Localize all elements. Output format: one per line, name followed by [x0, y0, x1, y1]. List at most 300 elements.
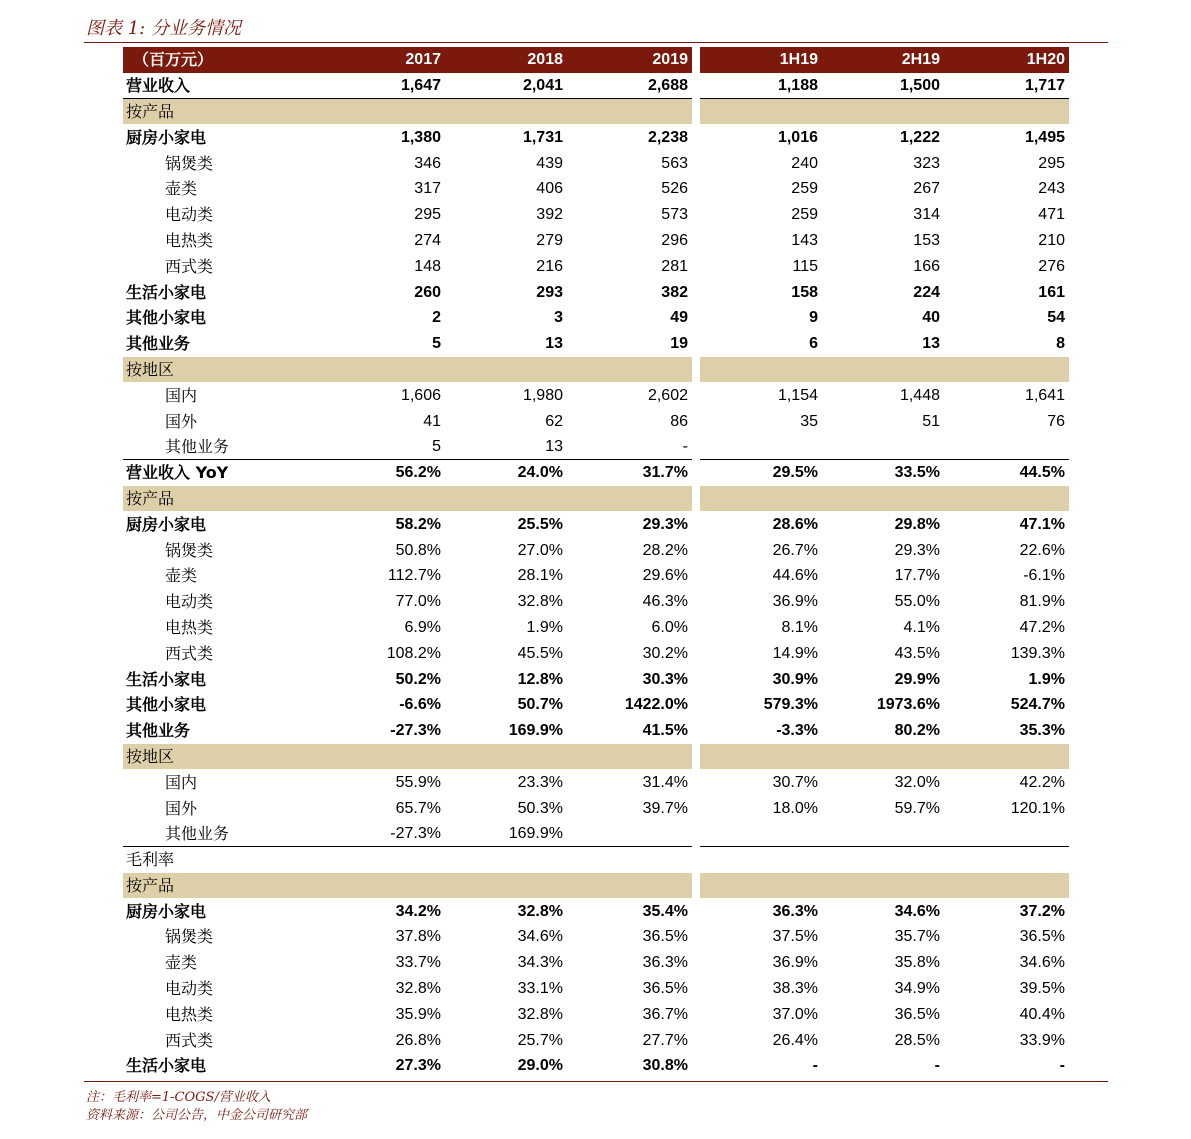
table-cell: 34.6% — [1019, 954, 1065, 972]
col-header-1h19: 1H19 — [700, 47, 822, 73]
table-cell — [567, 99, 692, 125]
table-cell: 240 — [791, 154, 818, 172]
column-gap — [692, 73, 700, 99]
column-gap — [692, 950, 700, 976]
table-cell — [567, 486, 692, 512]
table-cell: - — [1059, 1057, 1065, 1075]
table-row — [123, 821, 1069, 847]
row-label: 国内 — [165, 385, 198, 405]
table-cell: 6.9% — [404, 618, 441, 636]
table-cell: 276 — [1038, 257, 1065, 275]
table-cell — [822, 486, 944, 512]
table-row — [123, 924, 1069, 950]
table-cell — [944, 821, 1069, 847]
row-label: 国外 — [165, 798, 198, 818]
table-cell — [944, 99, 1069, 125]
table-cell: 35.4% — [642, 902, 688, 920]
column-gap — [692, 382, 700, 408]
table-cell: 579.3% — [763, 696, 818, 714]
table-cell — [323, 744, 445, 770]
table-cell: 51 — [922, 412, 940, 430]
footnote-gross-margin: 注：毛利率=1-COGS/营业收入 — [86, 1090, 271, 1105]
table-cell: 39.5% — [1019, 980, 1065, 998]
table-cell: 23.3% — [517, 773, 563, 791]
table-cell — [822, 99, 944, 125]
table-cell: 1,188 — [700, 73, 822, 99]
row-label: 电热类 — [165, 617, 214, 637]
table-cell: 259 — [791, 180, 818, 198]
row-label: 电动类 — [165, 979, 214, 999]
col-header-2h19: 2H19 — [822, 47, 944, 73]
row-label: 生活小家电 — [126, 282, 207, 302]
row-label: 按产品 — [123, 486, 323, 512]
column-gap — [692, 666, 700, 692]
table-cell: 32.8% — [395, 980, 441, 998]
table-cell: 19 — [670, 335, 688, 353]
table-cell: 65.7% — [395, 799, 441, 817]
table-cell: 346 — [414, 154, 441, 172]
table-row — [123, 253, 1069, 279]
table-cell: 31.4% — [642, 773, 688, 791]
table-cell: 1,380 — [400, 128, 441, 146]
row-label: 按产品 — [123, 99, 323, 125]
table-cell: 259 — [791, 206, 818, 224]
table-row — [123, 357, 1069, 383]
table-cell: 62 — [545, 412, 563, 430]
row-label: 厨房小家电 — [126, 514, 207, 534]
table-cell: 274 — [414, 231, 441, 249]
table-cell: 27.3% — [395, 1057, 441, 1075]
table-cell: 260 — [414, 283, 441, 301]
table-cell: 115 — [792, 257, 818, 275]
table-cell: 36.9% — [772, 593, 818, 611]
table-cell: 1,448 — [899, 386, 940, 404]
table-cell: 143 — [791, 231, 818, 249]
column-gap — [692, 589, 700, 615]
row-label: 国外 — [165, 411, 198, 431]
table-row — [123, 563, 1069, 589]
table-cell: 392 — [536, 206, 563, 224]
table-cell: -6.1% — [1023, 567, 1065, 585]
table-cell: 28.5% — [894, 1031, 940, 1049]
table-cell: 1,731 — [522, 128, 563, 146]
row-label: 壶类 — [165, 953, 198, 973]
column-gap — [692, 124, 700, 150]
table-cell: 44.6% — [772, 567, 818, 585]
column-gap — [692, 99, 700, 125]
row-label: 电热类 — [165, 230, 214, 250]
table-cell: 323 — [913, 154, 940, 172]
table-row — [123, 537, 1069, 563]
column-gap — [692, 924, 700, 950]
table-row — [123, 279, 1069, 305]
table-cell — [944, 357, 1069, 383]
table-cell: 1,495 — [1024, 128, 1065, 146]
row-label: 电动类 — [165, 592, 214, 612]
table-cell — [445, 99, 567, 125]
unit-header: （百万元） — [123, 47, 323, 73]
table-cell: 33.9% — [1019, 1031, 1065, 1049]
table-cell: 33.7% — [395, 954, 441, 972]
table-cell — [567, 357, 692, 383]
table-cell — [944, 873, 1069, 899]
column-gap — [692, 253, 700, 279]
table-cell: 41.5% — [642, 722, 688, 740]
table-cell: 563 — [661, 154, 688, 172]
table-cell: 1,500 — [822, 73, 944, 99]
table-cell: 8 — [1056, 335, 1065, 353]
table-cell: 25.7% — [517, 1031, 563, 1049]
table-cell: 39.7% — [642, 799, 688, 817]
table-cell — [700, 357, 822, 383]
table-cell: 56.2% — [395, 464, 441, 482]
col-header-2019: 2019 — [567, 47, 692, 73]
table-cell — [944, 434, 1069, 460]
row-label: 西式类 — [165, 256, 214, 276]
table-cell: - — [812, 1057, 818, 1075]
table-cell: 2,602 — [647, 386, 688, 404]
table-cell: 439 — [536, 154, 563, 172]
table-cell: 18.0% — [772, 799, 818, 817]
footnote-rule — [84, 1081, 1108, 1082]
row-label: 电动类 — [165, 205, 214, 225]
column-gap — [692, 228, 700, 254]
table-cell: 37.2% — [1019, 902, 1065, 920]
column-gap — [692, 434, 700, 460]
table-row — [123, 460, 1069, 486]
table-cell — [567, 744, 692, 770]
table-cell: 32.0% — [894, 773, 940, 791]
table-cell: 158 — [791, 283, 818, 301]
table-cell: 1,154 — [777, 386, 818, 404]
table-cell: 32.8% — [517, 902, 563, 920]
table-cell: 42.2% — [1019, 773, 1065, 791]
table-cell: 9 — [809, 309, 818, 327]
column-gap — [692, 615, 700, 641]
row-label: 壶类 — [165, 179, 198, 199]
table-cell: 1,016 — [777, 128, 818, 146]
table-cell: 35.7% — [894, 928, 940, 946]
table-row — [123, 305, 1069, 331]
row-label: 西式类 — [165, 1030, 214, 1050]
row-label: 生活小家电 — [126, 669, 207, 689]
table-cell: 1.9% — [1028, 670, 1065, 688]
row-label: 锅煲类 — [165, 927, 214, 947]
table-cell — [567, 873, 692, 899]
table-cell: 34.2% — [395, 902, 441, 920]
table-cell: 38.3% — [772, 980, 818, 998]
column-gap — [692, 150, 700, 176]
table-cell: - — [934, 1057, 940, 1075]
table-row — [123, 1027, 1069, 1053]
table-cell: 36.5% — [642, 980, 688, 998]
row-label: 其他业务 — [123, 434, 323, 460]
table-cell: 281 — [661, 257, 688, 275]
table-row — [123, 124, 1069, 150]
table-row — [123, 382, 1069, 408]
column-gap — [692, 305, 700, 331]
column-gap — [692, 898, 700, 924]
table-cell: 30.7% — [772, 773, 818, 791]
table-cell: 1,222 — [899, 128, 940, 146]
table-cell: 40.4% — [1019, 1005, 1065, 1023]
table-cell: 29.8% — [894, 515, 940, 533]
table-cell: 148 — [414, 257, 441, 275]
table-cell: 34.3% — [517, 954, 563, 972]
table-row — [123, 692, 1069, 718]
column-gap — [692, 202, 700, 228]
column-gap — [692, 460, 700, 486]
row-label: 其他小家电 — [126, 308, 207, 328]
table-cell: 50.8% — [395, 541, 441, 559]
business-segment-table — [123, 47, 1069, 1079]
column-gap — [692, 1001, 700, 1027]
column-gap — [692, 873, 700, 899]
table-cell: 14.9% — [772, 644, 818, 662]
table-cell: 30.2% — [642, 644, 688, 662]
table-cell — [700, 847, 822, 873]
table-cell: 6 — [809, 335, 818, 353]
row-label: 壶类 — [165, 566, 198, 586]
table-cell: 26.4% — [772, 1031, 818, 1049]
row-label: 营业收入 — [123, 73, 323, 99]
table-cell: 32.8% — [517, 593, 563, 611]
column-gap — [692, 563, 700, 589]
table-cell — [700, 434, 822, 460]
table-cell: 293 — [536, 283, 563, 301]
col-header-2017: 2017 — [323, 47, 445, 73]
table-cell: 1,606 — [400, 386, 441, 404]
table-cell: 28.1% — [517, 567, 563, 585]
table-cell: 47.2% — [1019, 618, 1065, 636]
column-gap — [692, 640, 700, 666]
table-cell: 24.0% — [517, 464, 563, 482]
table-cell: 59.7% — [894, 799, 940, 817]
table-cell: 33.5% — [894, 464, 940, 482]
table-cell — [700, 486, 822, 512]
table-cell: 108.2% — [386, 644, 441, 662]
column-gap — [692, 821, 700, 847]
table-cell: 5 — [432, 335, 441, 353]
table-cell — [445, 847, 567, 873]
table-header-row — [123, 47, 1069, 73]
table-cell: 1,980 — [522, 386, 563, 404]
table-row — [123, 898, 1069, 924]
table-cell: -27.3% — [390, 722, 441, 740]
table-cell: 29.9% — [894, 670, 940, 688]
column-gap — [692, 357, 700, 383]
column-gap — [692, 692, 700, 718]
table-cell: 46.3% — [642, 593, 688, 611]
table-cell: 2,041 — [445, 73, 567, 99]
table-cell: 27.7% — [642, 1031, 688, 1049]
table-cell: 1,647 — [323, 73, 445, 99]
table-cell — [700, 744, 822, 770]
table-cell: 29.3% — [642, 515, 688, 533]
table-cell: 36.9% — [772, 954, 818, 972]
column-gap — [692, 176, 700, 202]
table-row — [123, 950, 1069, 976]
table-cell: 169.9% — [445, 821, 567, 847]
table-cell: 161 — [1038, 283, 1065, 301]
table-cell: 47.1% — [1019, 515, 1065, 533]
table-cell: 44.5% — [1019, 464, 1065, 482]
column-gap — [692, 511, 700, 537]
table-cell: 26.8% — [395, 1031, 441, 1049]
table-cell: 2,688 — [567, 73, 692, 99]
table-cell: 50.7% — [517, 696, 563, 714]
table-row — [123, 99, 1069, 125]
table-cell: 1.9% — [526, 618, 563, 636]
table-cell — [700, 821, 822, 847]
column-gap — [692, 847, 700, 873]
table-row — [123, 873, 1069, 899]
table-cell: 27.0% — [517, 541, 563, 559]
table-cell — [822, 873, 944, 899]
table-cell: -27.3% — [323, 821, 445, 847]
table-cell: 3 — [554, 309, 563, 327]
table-cell: 41 — [423, 412, 441, 430]
table-cell: 1,641 — [1024, 386, 1065, 404]
table-cell — [445, 873, 567, 899]
column-gap — [692, 744, 700, 770]
table-cell: 36.3% — [772, 902, 818, 920]
table-cell — [822, 357, 944, 383]
table-cell: 35.9% — [395, 1005, 441, 1023]
row-label: 西式类 — [165, 643, 214, 663]
table-row — [123, 408, 1069, 434]
table-cell: 29.6% — [642, 567, 688, 585]
table-cell: 2,238 — [647, 128, 688, 146]
table-cell: 34.6% — [517, 928, 563, 946]
table-cell: 80.2% — [894, 722, 940, 740]
row-label: 电热类 — [165, 1004, 214, 1024]
table-cell: 45.5% — [517, 644, 563, 662]
table-cell: 139.3% — [1010, 644, 1065, 662]
table-row — [123, 744, 1069, 770]
table-cell: 1422.0% — [624, 696, 688, 714]
table-cell: 120.1% — [1010, 799, 1065, 817]
table-cell: 34.9% — [894, 980, 940, 998]
table-row — [123, 640, 1069, 666]
table-cell: 35 — [800, 412, 818, 430]
table-cell: 35.3% — [1019, 722, 1065, 740]
table-row — [123, 176, 1069, 202]
table-cell: 36.5% — [1019, 928, 1065, 946]
figure-title: 图表 1: 分业务情况 — [86, 18, 241, 39]
table-cell: 37.0% — [772, 1005, 818, 1023]
table-row — [123, 73, 1069, 99]
table-cell: 295 — [414, 206, 441, 224]
table-cell: 169.9% — [508, 722, 563, 740]
table-row — [123, 486, 1069, 512]
table-cell — [445, 744, 567, 770]
table-cell — [445, 357, 567, 383]
table-cell: 6.0% — [651, 618, 688, 636]
table-cell: 295 — [1038, 154, 1065, 172]
table-cell — [944, 847, 1069, 873]
table-cell — [822, 434, 944, 460]
column-gap — [692, 795, 700, 821]
table-cell: 279 — [536, 231, 563, 249]
table-cell: 40 — [922, 309, 940, 327]
table-cell: 210 — [1038, 231, 1065, 249]
table-cell: 49 — [670, 309, 688, 327]
table-cell: 2 — [432, 309, 441, 327]
table-cell — [822, 744, 944, 770]
table-cell: 166 — [913, 257, 940, 275]
table-cell: 243 — [1038, 180, 1065, 198]
table-row — [123, 769, 1069, 795]
table-cell: 112.7% — [387, 567, 441, 585]
table-cell: 4.1% — [903, 618, 940, 636]
table-cell — [323, 847, 445, 873]
table-cell: - — [567, 434, 692, 460]
table-cell: 216 — [536, 257, 563, 275]
table-cell: 37.5% — [772, 928, 818, 946]
row-label: 生活小家电 — [126, 1056, 207, 1076]
table-cell — [822, 847, 944, 873]
table-cell: 22.6% — [1019, 541, 1065, 559]
table-cell: 30.9% — [772, 670, 818, 688]
column-gap — [692, 769, 700, 795]
table-cell: 29.0% — [517, 1057, 563, 1075]
table-row — [123, 718, 1069, 744]
table-cell: 37.8% — [395, 928, 441, 946]
table-cell — [944, 744, 1069, 770]
table-row — [123, 795, 1069, 821]
table-cell: 153 — [913, 231, 940, 249]
table-cell: 76 — [1047, 412, 1065, 430]
table-cell — [323, 873, 445, 899]
table-cell — [445, 486, 567, 512]
table-cell: 224 — [913, 283, 940, 301]
table-cell: 30.3% — [642, 670, 688, 688]
table-cell: 55.0% — [894, 593, 940, 611]
table-cell: 36.7% — [642, 1005, 688, 1023]
row-label: 锅煲类 — [165, 153, 214, 173]
table-cell: 1973.6% — [876, 696, 940, 714]
row-label: 其他业务 — [123, 821, 323, 847]
table-cell: 54 — [1047, 309, 1065, 327]
table-cell: 50.2% — [395, 670, 441, 688]
table-cell: 29.3% — [894, 541, 940, 559]
table-row — [123, 202, 1069, 228]
table-cell: 317 — [414, 180, 441, 198]
table-cell — [323, 486, 445, 512]
table-row — [123, 228, 1069, 254]
table-cell: 1,717 — [944, 73, 1069, 99]
table-cell — [944, 486, 1069, 512]
table-cell: 471 — [1038, 206, 1065, 224]
table-row — [123, 511, 1069, 537]
table-cell — [567, 821, 692, 847]
table-cell: 36.5% — [894, 1005, 940, 1023]
table-cell: 13 — [922, 335, 940, 353]
table-row — [123, 150, 1069, 176]
table-cell: 34.6% — [894, 902, 940, 920]
table-cell: 13 — [445, 434, 567, 460]
table-cell: 526 — [661, 180, 688, 198]
column-gap — [692, 1027, 700, 1053]
table-cell: 86 — [670, 412, 688, 430]
column-gap — [692, 408, 700, 434]
row-label: 营业收入 YoY — [126, 463, 229, 483]
table-cell: 31.7% — [642, 464, 688, 482]
table-cell — [822, 821, 944, 847]
row-label: 按地区 — [123, 357, 323, 383]
row-label: 厨房小家电 — [126, 127, 207, 147]
